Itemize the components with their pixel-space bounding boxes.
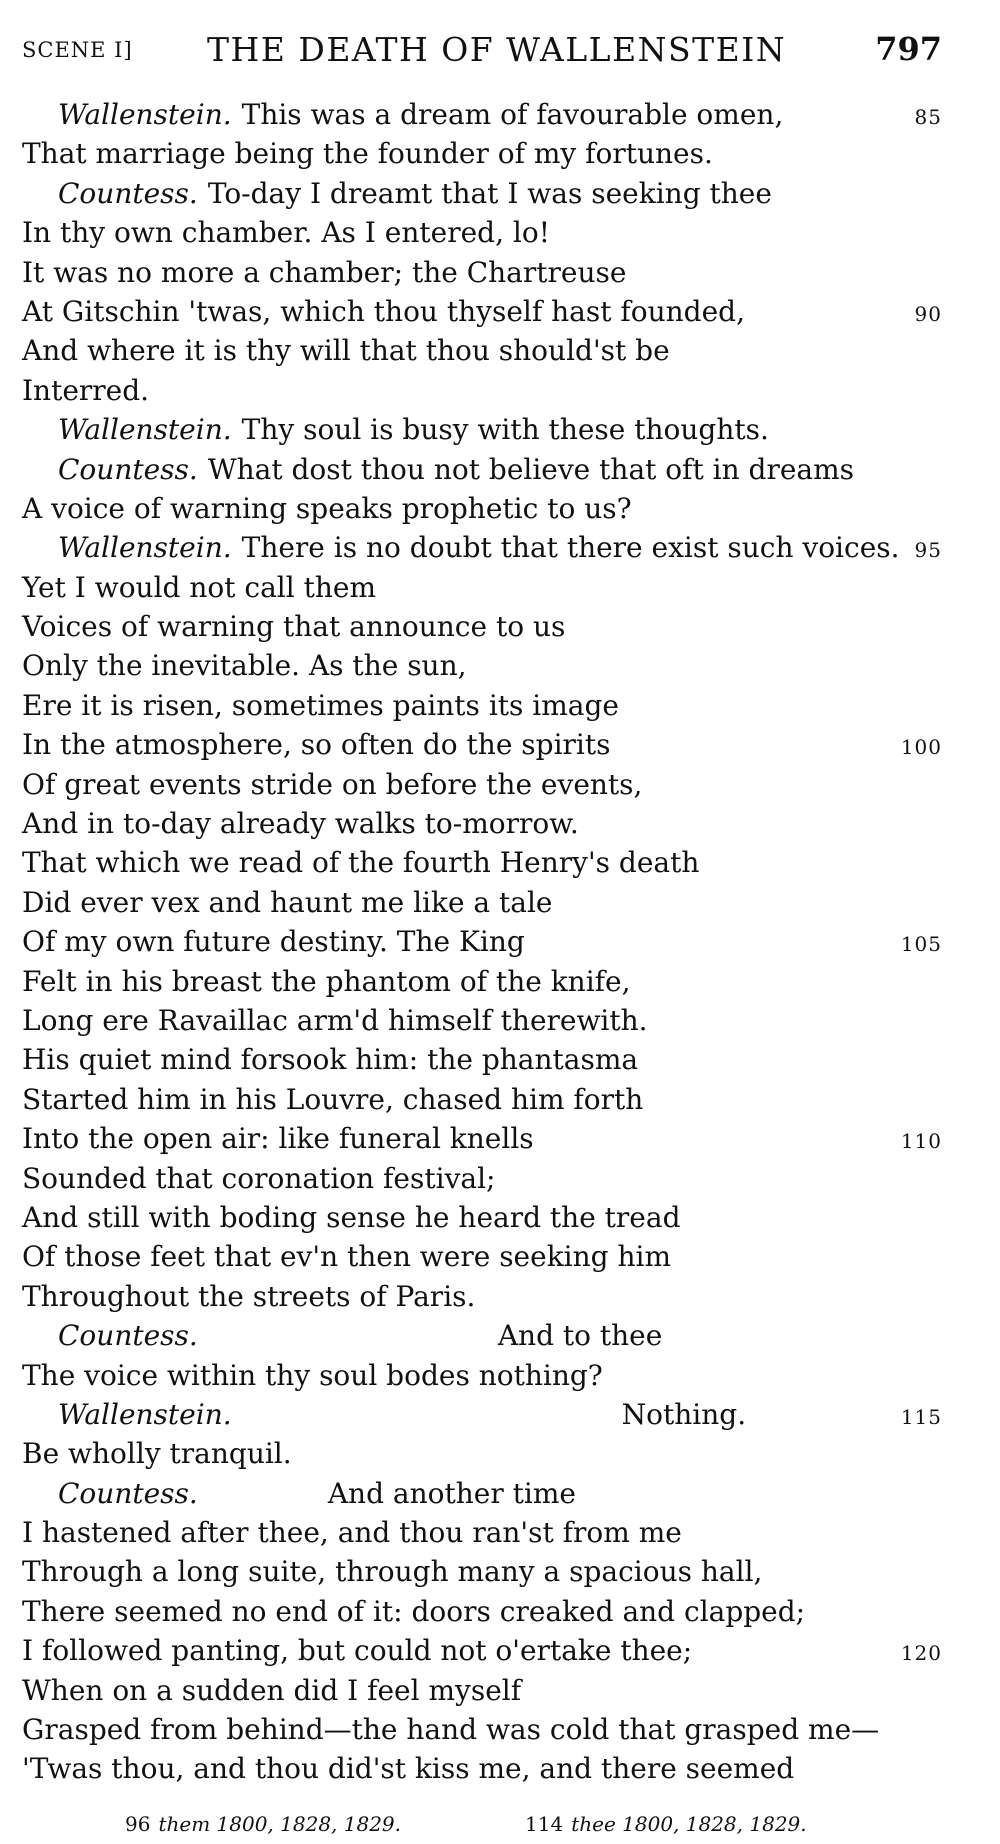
verse-line [22,1710,942,1749]
verse-line [22,1119,942,1158]
verse-line [22,1316,942,1355]
footnote-editions: 1800, 1828, 1829. [622,1812,807,1836]
verse-line [22,528,942,567]
verse-text: Thy soul is busy with these thoughts. [241,413,769,447]
verse-line [22,568,942,607]
line-number: 90 [914,301,942,326]
verse-text: Long ere Ravaillac arm'd himself therewith. [22,1003,648,1037]
page-number: 797 [875,30,942,68]
verse-line [22,804,942,843]
verse-line [22,213,942,252]
verse-text: To-day I dreamt that I was seeking thee [207,176,772,210]
verse-text: And in to-day already walks to-morrow. [22,807,579,841]
verse-line [22,1277,942,1316]
verse-text: When on a sudden did I feel myself [22,1673,522,1707]
verse-text: The voice within thy soul bodes nothing? [22,1358,603,1392]
verse-line [22,1592,942,1631]
verse-text: Of my own future destiny. The King [22,925,525,959]
verse-line [22,371,942,410]
verse-text: Ere it is risen, sometimes paints its image [22,688,619,722]
verse-text: Yet I would not call them [22,570,377,604]
speaker-name: Countess. [58,176,198,210]
verse-text: That marriage being the founder of my fortunes. [22,137,713,171]
verse-line [22,1671,942,1710]
verse-line [22,450,942,489]
verse-line [22,883,942,922]
verse-text: Only the inevitable. As the sun, [22,649,467,683]
verse-line [22,1552,942,1591]
verse-text: Into the open air: like funeral knells [22,1122,534,1156]
verse-text: Started him in his Louvre, chased him forth [22,1082,644,1116]
verse-text: And another time [327,1476,576,1510]
verse-text: Sounded that coronation festival; [22,1161,496,1195]
verse-line [22,607,942,646]
verse-text: Nothing. [621,1397,747,1431]
verse-line [22,1395,942,1434]
speaker-name: Wallenstein. [58,98,232,131]
verse-text: At Gitschin 'twas, which thou thyself hast founded, [22,294,745,328]
verse-text: A voice of warning speaks prophetic to us? [22,491,632,525]
verse-text: I hastened after thee, and thou ran'st from me [22,1516,682,1550]
verse-line [22,1080,942,1119]
verse-line [22,1159,942,1198]
verse-text: That which we read of the fourth Henry's death [22,846,700,880]
footnote-variant: thee [571,1812,616,1836]
verse-text: 'Twas thou, and thou did'st kiss me, and there seemed [22,1752,795,1786]
speaker-name: Countess. [58,1319,198,1353]
speaker-name: Countess. [58,1476,198,1510]
verse-text: This was a dream of favourable omen, [241,98,784,131]
verse-line [22,962,942,1001]
verse-line [22,134,942,173]
verse-text: Through a long suite, through many a spacious hall, [22,1555,763,1589]
verse-text: Throughout the streets of Paris. [22,1279,476,1313]
verse-line [22,843,942,882]
verse-line [22,646,942,685]
verse-text: Did ever vex and haunt me like a tale [22,885,553,919]
line-number: 120 [900,1641,942,1666]
footnote-editions: 1800, 1828, 1829. [216,1812,402,1836]
verse-line [22,1474,942,1513]
verse-line [22,253,942,292]
verse-line [22,765,942,804]
verse-line [22,1749,942,1788]
footnote-variant: them [158,1812,211,1836]
line-number: 105 [900,932,942,957]
verse-line [22,1001,942,1040]
verse-text: And where it is thy will that thou should'st be [22,334,670,368]
verse-line [22,686,942,725]
verse-text: There is no doubt that there exist such voices. [241,531,900,565]
verse-line [22,1237,942,1276]
footnote [125,1810,401,1838]
scene-label: SCENE I] [22,38,133,62]
speaker-name: Wallenstein. [58,413,232,447]
verse-line [22,410,942,449]
verse-text: Be wholly tranquil. [22,1437,292,1471]
verse-text: There seemed no end of it: doors creaked and clapped; [22,1594,806,1628]
verse-body [22,95,942,1789]
verse-line [22,95,942,134]
line-number: 95 [914,538,942,563]
verse-line [22,922,942,961]
running-header [22,30,942,70]
verse-line [22,1040,942,1079]
verse-text: Felt in his breast the phantom of the knife, [22,964,631,998]
verse-text: And to thee [497,1319,663,1353]
verse-line [22,1631,942,1670]
verse-text: And still with boding sense he heard the tread [22,1200,681,1234]
line-number: 100 [900,735,942,760]
speaker-name: Countess. [58,452,198,486]
footnotes [125,1810,925,1838]
running-title: THE DEATH OF WALLENSTEIN [207,30,787,69]
verse-text: In the atmosphere, so often do the spirits [22,728,611,762]
speaker-name: Wallenstein. [58,1397,232,1431]
verse-line [22,1434,942,1473]
verse-line [22,489,942,528]
verse-text: I followed panting, but could not o'ertake thee; [22,1634,693,1668]
verse-text: Of great events stride on before the events, [22,767,643,801]
verse-line [22,725,942,764]
verse-line [22,174,942,213]
footnote [525,1810,807,1838]
verse-text: Voices of warning that announce to us [22,610,566,644]
line-number: 115 [900,1404,942,1429]
verse-text: In thy own chamber. As I entered, lo! [22,216,550,250]
verse-text: Interred. [22,373,150,407]
verse-line [22,331,942,370]
verse-line [22,292,942,331]
verse-text: What dost thou not believe that oft in dreams [207,452,855,486]
footnote-line-number: 96 [125,1812,151,1836]
verse-line [22,1356,942,1395]
verse-line [22,1198,942,1237]
verse-line [22,1513,942,1552]
verse-text: His quiet mind forsook him: the phantasma [22,1043,639,1077]
verse-text: Of those feet that ev'n then were seeking him [22,1240,672,1274]
speaker-name: Wallenstein. [58,531,232,565]
verse-text: Grasped from behind—the hand was cold that grasped me— [22,1713,880,1747]
verse-text: It was no more a chamber; the Chartreuse [22,255,627,289]
line-number: 110 [900,1129,942,1154]
line-number: 85 [914,105,942,129]
footnote-line-number: 114 [525,1812,564,1836]
